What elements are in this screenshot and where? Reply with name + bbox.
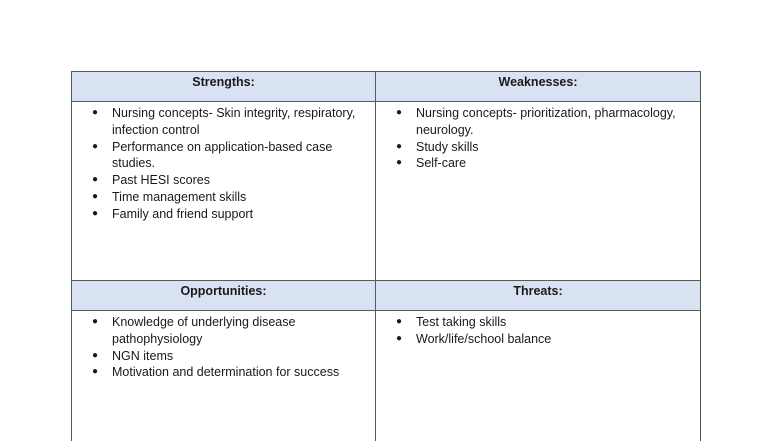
list-item-text: Test taking skills <box>416 315 507 329</box>
list-item-text: Self-care <box>416 156 467 171</box>
weaknesses-cell <box>376 102 701 281</box>
opportunities-heading: Opportunities: <box>72 281 376 311</box>
list-item <box>376 139 700 156</box>
swot-header-row <box>72 72 701 102</box>
threats-heading: Threats: <box>376 281 701 311</box>
weaknesses-list <box>376 102 700 172</box>
swot-body-row <box>72 311 701 441</box>
strengths-heading: Strengths: <box>72 72 376 102</box>
list-item-text: Family and friend support <box>112 206 254 221</box>
list-item-text: Motivation and determination for success <box>112 365 340 380</box>
list-item <box>376 331 700 348</box>
list-item <box>72 189 375 206</box>
bullet-icon: ● <box>92 207 99 219</box>
list-item <box>376 155 700 172</box>
bullet-icon: ● <box>396 140 403 152</box>
strengths-cell <box>72 102 376 281</box>
list-item-text: Nursing concepts- Skin integrity, respiratory, infection control <box>112 106 356 137</box>
weaknesses-heading: Weaknesses: <box>376 72 701 102</box>
list-item <box>376 314 700 331</box>
list-item <box>72 105 375 139</box>
opportunities-cell <box>72 311 376 441</box>
bullet-icon: ● <box>396 332 403 344</box>
list-item-text: Performance on application-based case studies. <box>112 139 333 171</box>
list-item-text: Knowledge of underlying disease pathophysiology <box>112 315 296 346</box>
list-item-text: Nursing concepts- prioritization, pharmacology, neurology. <box>416 106 676 137</box>
bullet-icon: ● <box>92 349 99 361</box>
list-item <box>376 105 700 139</box>
threats-cell <box>376 311 701 441</box>
bullet-icon: ● <box>92 140 99 152</box>
bullet-icon: ● <box>92 174 99 186</box>
list-item-text: NGN items <box>112 348 174 363</box>
list-item-text: Work/life/school balance <box>416 331 552 346</box>
opportunities-list <box>72 311 375 381</box>
bullet-icon: ● <box>92 107 99 118</box>
list-item-text: Study skills <box>416 139 479 154</box>
bullet-icon: ● <box>396 107 403 118</box>
list-item <box>72 206 375 223</box>
list-item <box>72 172 375 189</box>
list-item <box>72 364 375 381</box>
list-item-text: Past HESI scores <box>112 173 210 188</box>
bullet-icon: ● <box>92 366 99 378</box>
list-item <box>72 139 375 173</box>
swot-header-row <box>72 281 701 311</box>
list-item-text: Time management skills <box>112 189 247 204</box>
bullet-icon: ● <box>92 316 99 327</box>
bullet-icon: ● <box>396 157 403 169</box>
swot-table <box>71 71 701 441</box>
bullet-icon: ● <box>396 316 403 327</box>
strengths-list <box>72 102 375 223</box>
list-item <box>72 348 375 365</box>
swot-body-row <box>72 102 701 281</box>
list-item <box>72 314 375 348</box>
bullet-icon: ● <box>92 190 99 202</box>
threats-list <box>376 311 700 348</box>
